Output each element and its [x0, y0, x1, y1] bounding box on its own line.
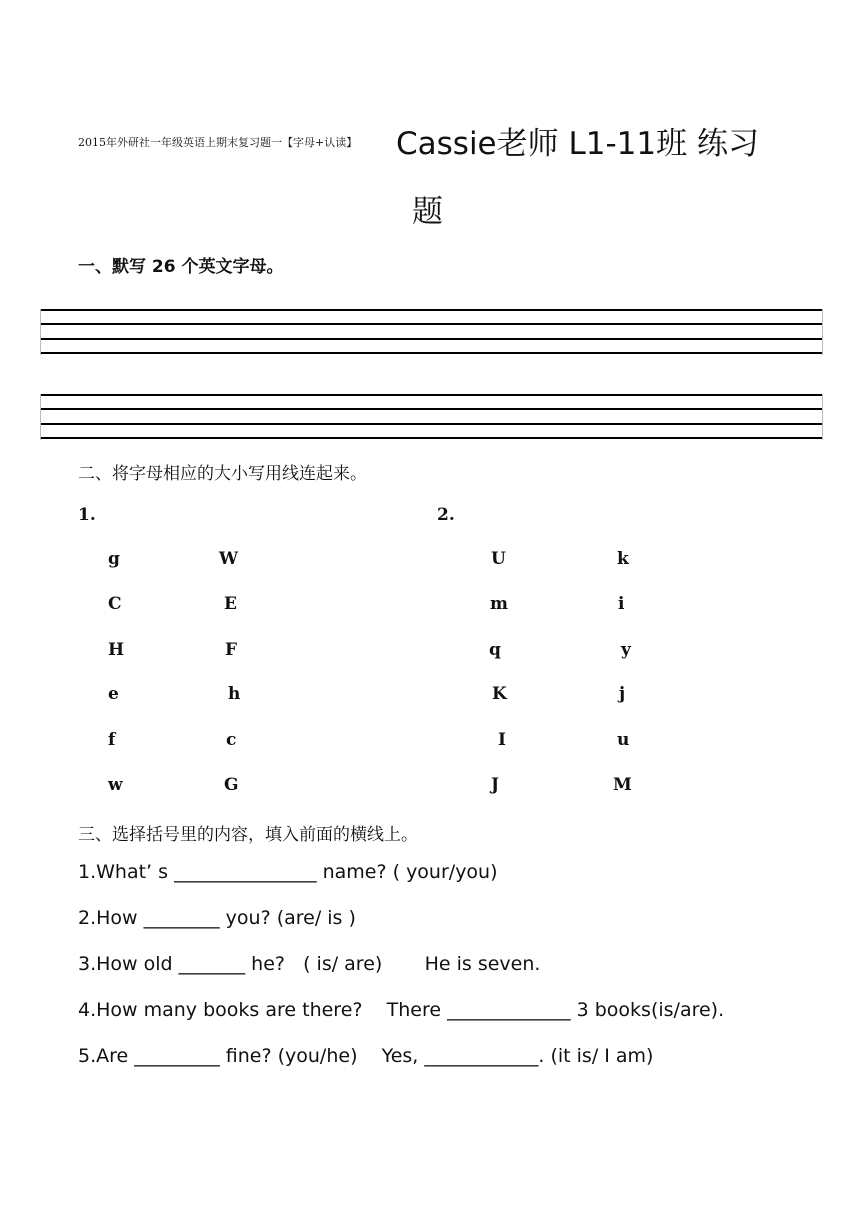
letter-g1-right-1: W — [219, 549, 239, 569]
letter-g1-left-5: f — [108, 730, 116, 750]
header-small-title: 2015年外研社一年级英语上期末复习题一【字母+认读】 — [78, 136, 358, 149]
header-big-title: Cassie老师 L1-11班 练习 — [396, 126, 759, 162]
letter-g2-right-5: u — [617, 730, 630, 750]
letter-g2-left-3: q — [489, 640, 501, 660]
question-3: 3.How old _______ he? ( is/ are) He is seven. — [78, 953, 541, 975]
section3-heading: 三、选择括号里的内容，填入前面的横线上。 — [78, 825, 418, 845]
letter-g1-right-2: E — [224, 594, 237, 614]
question-4: 4.How many books are there? There _____________ 3 books(is/are). — [78, 999, 725, 1021]
letter-g2-left-4: K — [492, 684, 507, 704]
letter-g1-right-6: G — [224, 775, 239, 795]
header-big-title-continued: 题 — [412, 194, 443, 230]
letter-g1-left-2: C — [108, 594, 122, 614]
question-5: 5.Are _________ fine? (you/he) Yes, ____________. (it is/ I am) — [78, 1045, 654, 1067]
letter-g1-right-3: F — [225, 640, 238, 660]
letter-g2-right-2: i — [618, 594, 625, 614]
writing-staff-1 — [40, 309, 823, 355]
letter-g2-left-5: I — [498, 730, 506, 750]
letter-g1-left-4: e — [108, 684, 119, 704]
question-1: 1.What’ s _______________ name? ( your/you) — [78, 861, 498, 883]
letter-g1-right-5: c — [226, 730, 237, 750]
letter-g2-right-3: y — [621, 640, 631, 660]
letter-g2-right-1: k — [617, 549, 629, 569]
letter-g1-left-6: w — [108, 775, 123, 795]
writing-staff-2 — [40, 394, 823, 440]
section1-heading: 一、默写 26 个英文字母。 — [78, 257, 284, 277]
letter-g2-left-1: U — [491, 549, 506, 569]
section2-heading: 二、将字母相应的大小写用线连起来。 — [78, 464, 367, 484]
group2-label: 2. — [437, 505, 455, 525]
letter-g1-left-1: g — [108, 549, 120, 569]
letter-g2-right-4: j — [619, 684, 626, 704]
letter-g2-left-2: m — [490, 594, 508, 614]
group1-label: 1. — [78, 505, 96, 525]
letter-g2-right-6: M — [613, 775, 632, 795]
letter-g1-left-3: H — [108, 640, 125, 660]
letter-g2-left-6: J — [491, 775, 500, 795]
letter-g1-right-4: h — [228, 684, 241, 704]
question-2: 2.How ________ you? (are/ is ) — [78, 907, 356, 929]
